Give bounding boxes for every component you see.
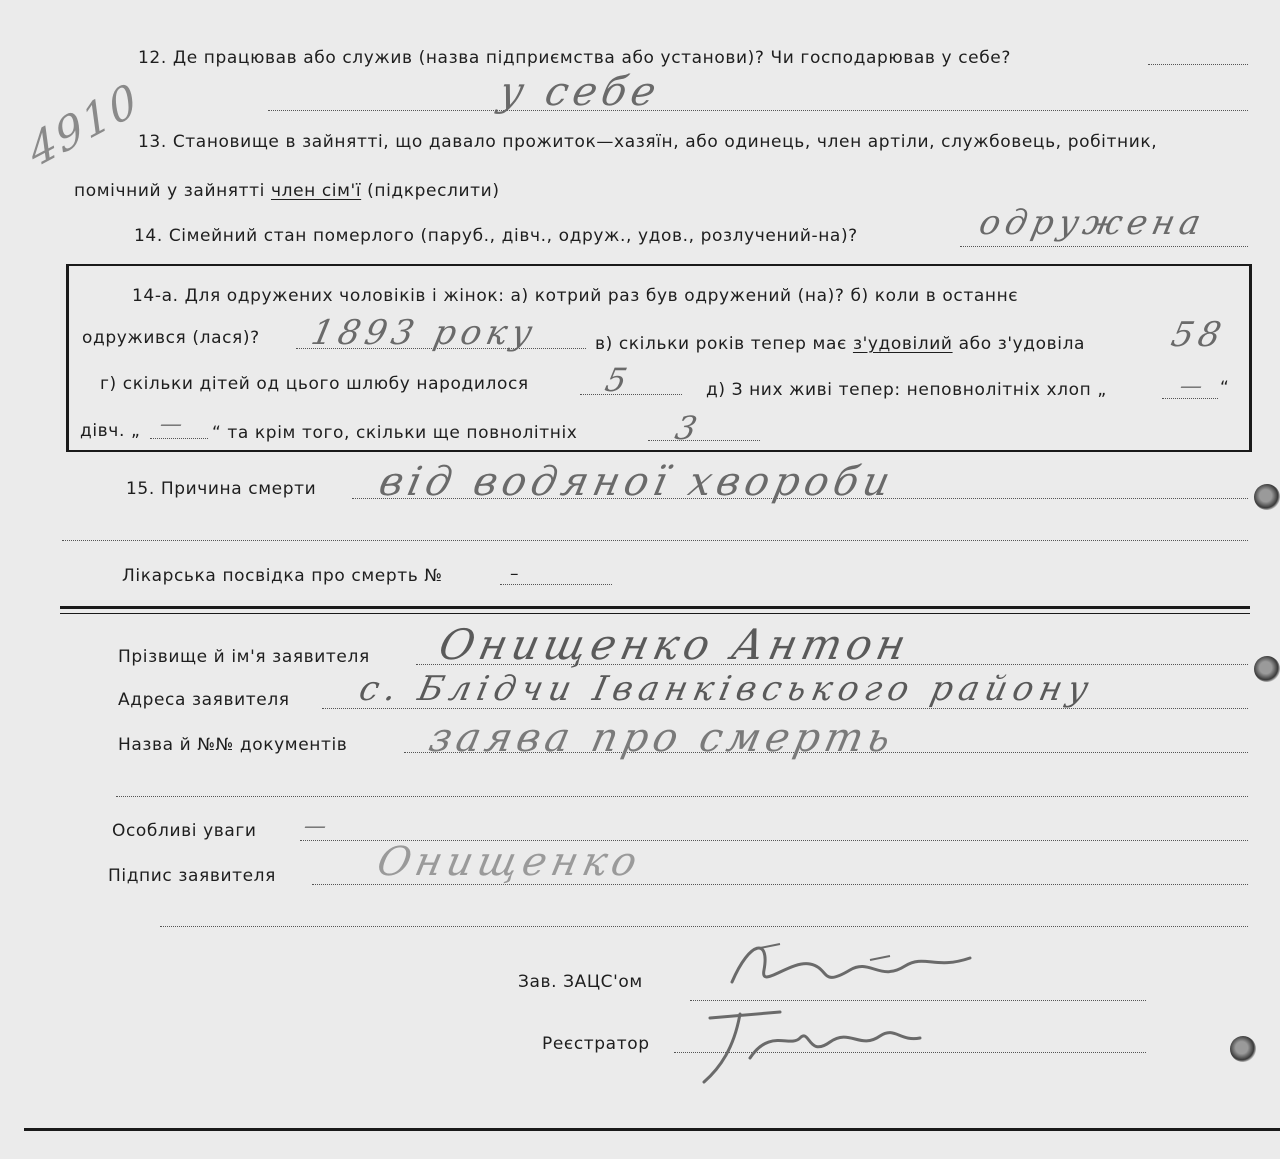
applicant-signature-fill-2 — [160, 926, 1248, 927]
applicant-name-label: Прізвище й ім'я заявителя — [118, 647, 370, 667]
q14a-close-quote: “ — [1220, 378, 1230, 398]
applicant-docs-fill-2 — [116, 796, 1248, 797]
bottom-rule — [24, 1128, 1280, 1131]
registrar-label: Реєстратор — [542, 1034, 650, 1054]
q14a-widowed-suffix: або з'удовіла — [958, 334, 1086, 354]
q13-prefix: помічний у зайнятті — [74, 181, 271, 201]
q13-suffix: (підкреслити) — [361, 181, 500, 201]
binding-hole-2 — [1254, 656, 1280, 682]
q12-answer: у себе — [495, 69, 665, 115]
registrar-signature-icon — [690, 998, 930, 1088]
applicant-name-value: Онищенко Антон — [434, 620, 916, 669]
medical-cert-value: – — [510, 564, 520, 584]
q14a-adults-fill — [648, 440, 760, 441]
q14a-line-1: 14-а. Для одружених чоловіків і жінок: а) котрий раз був одружений (на)? б) коли в останнє — [132, 286, 1019, 306]
q14a-age-label: в) скільки років тепер має — [595, 334, 847, 354]
applicant-notes-value: — — [301, 814, 334, 839]
medical-cert-fill — [500, 584, 612, 585]
applicant-signature-label: Підпис заявителя — [108, 866, 276, 886]
q12-fill-line-1 — [1148, 64, 1248, 65]
q14-label: 14. Сімейний стан померлого (паруб., дівч., одруж., удов., розлучений-на)? — [134, 226, 858, 246]
q13-line-1: 13. Становище в зайнятті, що давало прожиток—хазяїн, або одинець, член артіли, службовець, робітник, — [138, 132, 1158, 152]
binding-hole-1 — [1254, 484, 1280, 510]
binding-hole-3 — [1230, 1036, 1256, 1062]
applicant-address-value: с. Блідчи Іванківського району — [355, 669, 1098, 709]
q14-answer: одружена — [975, 203, 1210, 243]
applicant-docs-value: заява про смерть — [425, 715, 900, 761]
applicant-signature-value: Онищенко — [373, 839, 646, 885]
q14a-age-question — [595, 334, 1085, 354]
q13-line-2 — [74, 181, 500, 201]
q14a-children-fill — [580, 394, 682, 395]
q14a-married-answer: 1893 року — [307, 313, 541, 353]
q14a-adults-value: 3 — [671, 409, 706, 447]
q13-underlined-choice: член сім'ї — [270, 181, 362, 201]
q14a-adults-label: “ та крім того, скільки ще повнолітніх — [212, 423, 578, 443]
applicant-address-label: Адреса заявителя — [118, 690, 290, 710]
separator-top — [60, 606, 1250, 609]
q15-fill-line-2 — [62, 540, 1248, 541]
applicant-docs-label: Назва й №№ документів — [118, 735, 348, 755]
q12-fill-line-2 — [268, 110, 1248, 111]
margin-note: 4910 — [22, 72, 145, 179]
head-zags-signature-icon — [720, 930, 990, 1000]
q14a-minors-boys-label: д) З них живі тепер: неповнолітніх хлоп „ — [706, 380, 1107, 400]
q14a-children-value: 5 — [601, 361, 636, 399]
q15-answer: від водяної хвороби — [375, 459, 899, 505]
medical-cert-label: Лікарська посвідка про смерть № — [122, 566, 443, 586]
q14a-minors-girls-value: — — [157, 412, 190, 437]
q15-label: 15. Причина смерти — [126, 479, 317, 499]
q14a-married-label: одружився (лася)? — [82, 328, 260, 348]
q14a-minors-boys-value: — — [1177, 374, 1210, 399]
q14a-age-value: 58 — [1167, 315, 1230, 355]
q12-label: 12. Де працював або служив (назва підприємства або установи)? Чи господарював у себе? — [138, 48, 1011, 68]
q14-fill-line — [960, 246, 1248, 247]
separator-bottom — [60, 613, 1250, 614]
applicant-notes-label: Особливі уваги — [112, 821, 257, 841]
q14a-minors-girls-label: дівч. „ — [80, 421, 141, 441]
q14a-minors-girls-fill — [150, 438, 208, 439]
q14a-widowed-underlined: з'удовілий — [852, 334, 953, 354]
q14a-children-label: г) скільки дітей од цього шлюбу народилося — [100, 374, 529, 394]
head-zags-label: Зав. ЗАЦС'ом — [518, 972, 643, 992]
